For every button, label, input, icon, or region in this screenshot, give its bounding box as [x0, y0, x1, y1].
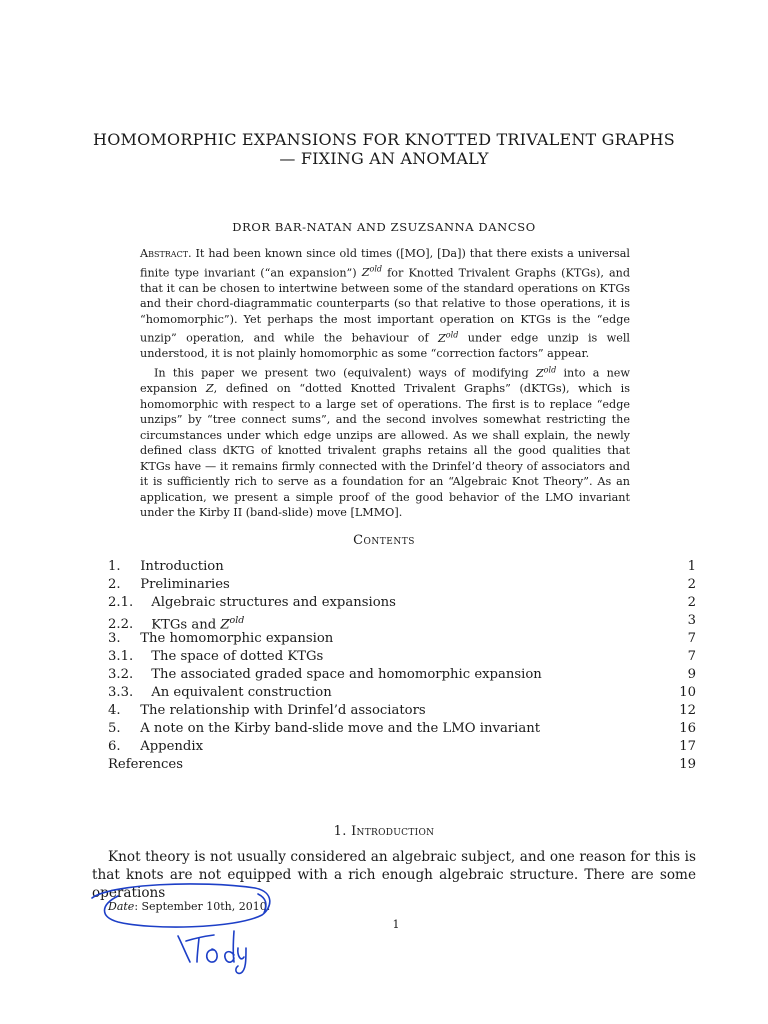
contents-heading: Contents	[353, 533, 415, 548]
toc-page-number: 2	[687, 577, 696, 592]
toc-entry-drinfeld-associators[interactable]: 4. The relationship with Drinfel’d associators 12	[108, 703, 696, 718]
toc-entry-homomorphic-expansion[interactable]: 3. The homomorphic expansion 7	[108, 631, 696, 646]
toc-entry-dotted-ktgs[interactable]: 3.1. The space of dotted KTGs 7	[108, 649, 696, 664]
ink-letter-stroke	[186, 935, 214, 962]
toc-entry-associated-graded-space[interactable]: 3.2. The associated graded space and homomorphic expansion 9	[108, 667, 696, 682]
section-heading-introduction: 1. Introduction	[333, 824, 435, 839]
toc-entry-introduction[interactable]: 1. Introduction 1	[108, 559, 696, 574]
toc-entry-appendix[interactable]: 6. Appendix 17	[108, 739, 696, 754]
toc-page-number: 12	[679, 703, 696, 718]
ink-tail-stroke	[258, 894, 266, 913]
abstract-paragraph-2: In this paper we present two (equivalent) ways of modifying $Z^{old}$ into a new expansion Z, defined on “dotted Knotted Trivalent Graphs” (dKTGs), which is homomorphic with respect to a large set of operations. The first is to replace “edge unzips” by “tree connect sums”, and the second involves somewhat restricting the circumstances under which edge unzips are allowed. As we shall explain, the newly defined class dKTG of knotted trivalent graphs retains all the good qualities that KTGs have — it remains firmly connected with the Drinfel’d theory of associators and it is sufficiently rich to serve as a foundation for an “Algebraic Knot Theory”. As an application, we present a simple proof of the good behavior of the LMO invariant under the Kirby II (band-slide) move [LMMO].	[140, 364, 630, 520]
toc-entry-preliminaries[interactable]: 2. Preliminaries 2	[108, 577, 696, 592]
ink-circle-stroke	[92, 884, 270, 927]
toc-page-number: 16	[679, 721, 696, 736]
page-number: 1	[392, 918, 400, 931]
toc-entry-equivalent-construction[interactable]: 3.3. An equivalent construction 10	[108, 685, 696, 700]
toc-page-number: 3	[687, 613, 696, 628]
toc-page-number: 7	[687, 631, 696, 646]
toc-page-number: 19	[679, 757, 696, 772]
paper-title-line-1: HOMOMORPHIC EXPANSIONS FOR KNOTTED TRIVALENT GRAPHS	[93, 130, 675, 149]
paper-title-line-2: — FIXING AN ANOMALY	[279, 149, 489, 168]
toc-entry-kirby-band-slide[interactable]: 5. A note on the Kirby band-slide move and the LMO invariant 16	[108, 721, 696, 736]
toc-page-number: 17	[679, 739, 696, 754]
z-old-symbol: $Z^{old}$	[438, 330, 459, 345]
paper-authors: DROR BAR-NATAN AND ZSUZSANNA DANCSO	[232, 220, 536, 234]
toc-page-number: 7	[687, 649, 696, 664]
z-old-symbol: $Z^{old}$	[535, 364, 557, 380]
ink-letter-stroke	[225, 931, 234, 962]
toc-entry-references[interactable]: References 19	[108, 757, 696, 772]
handwritten-note-text: Today	[420, 990, 423, 991]
ink-letter-stroke	[207, 949, 217, 962]
toc-page-number: 1	[687, 559, 696, 574]
introduction-text: Knot theory is not usually considered an algebraic subject, and one reason for this is that knots are not equipped with a rich enough algebraic structure. There are some operations	[92, 849, 696, 901]
abstract-label: Abstract.	[140, 247, 192, 260]
ink-letter-stroke	[236, 948, 246, 973]
toc-page-number: 9	[687, 667, 696, 682]
toc-page-number: 10	[679, 685, 696, 700]
toc-entry-ktgs-and-zold[interactable]: 2.2. KTGs and $Z^{old}$ 3	[108, 613, 696, 633]
z-symbol: Z	[205, 382, 214, 396]
date-footnote: Date: September 10th, 2010.	[108, 900, 271, 913]
toc-entry-algebraic-structures[interactable]: 2.1. Algebraic structures and expansions 2	[108, 595, 696, 610]
toc-page-number: 2	[687, 595, 696, 610]
z-old-symbol: $Z^{old}$	[361, 264, 383, 280]
abstract-paragraph-1: Abstract. It had been known since old times ([MO], [Da]) that there exists a universal finite type invariant (“an expansion”) $Z^{old}$ for Knotted Trivalent Graphs (KTGs), and that it can be chosen to intertwine between some of the standard operations on KTGs and their chord-diagrammatic counterparts (so that relative to those operations, it is “homomorphic”). Yet perhaps the most important operation on KTGs is the “edge unzip” operation, and while the behaviour of $Z^{old}$ under edge unzip is well understood, it is not plainly homomorphic as some “correction factors” appear.	[140, 247, 630, 361]
